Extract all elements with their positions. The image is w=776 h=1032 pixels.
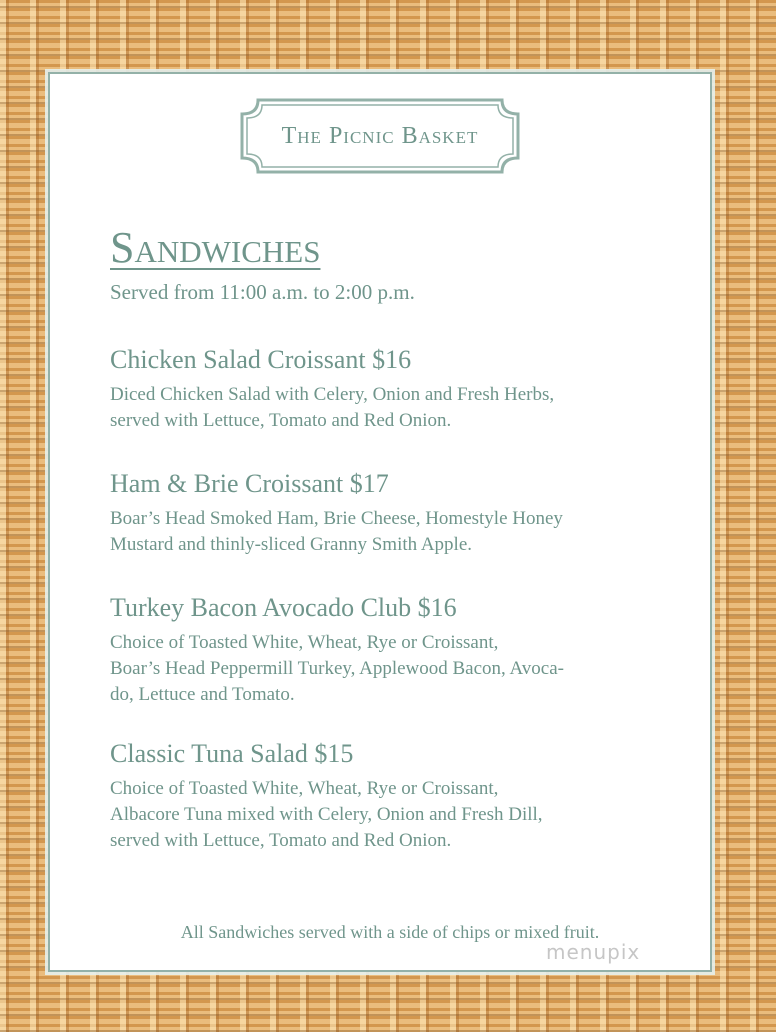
item-description-line: Mustard and thinly-sliced Granny Smith Apple. xyxy=(110,534,473,555)
item-description xyxy=(110,630,670,708)
item-description-line: Diced Chicken Salad with Celery, Onion and Fresh Herbs, xyxy=(110,384,555,405)
item-description-line: served with Lettuce, Tomato and Red Onion. xyxy=(110,410,452,431)
item-description xyxy=(110,382,670,434)
item-description-line: served with Lettuce, Tomato and Red Onion. xyxy=(110,830,452,851)
menu-item xyxy=(110,738,670,854)
section-title: Sandwiches xyxy=(110,223,321,272)
menu-item xyxy=(110,344,670,434)
item-description-line: Choice of Toasted White, Wheat, Rye or Croissant, xyxy=(110,632,499,653)
menu-card xyxy=(48,72,712,972)
item-name: Classic Tuna Salad $15 xyxy=(110,739,354,768)
item-description-line: Boar’s Head Smoked Ham, Brie Cheese, Homestyle Honey xyxy=(110,508,563,529)
menu-item xyxy=(110,592,670,708)
item-name: Ham & Brie Croissant $17 xyxy=(110,469,389,498)
item-description xyxy=(110,506,670,558)
item-description-line: Albacore Tuna mixed with Celery, Onion and Fresh Dill, xyxy=(110,804,543,825)
item-description-line: Choice of Toasted White, Wheat, Rye or Croissant, xyxy=(110,778,499,799)
item-description-line: Boar’s Head Peppermill Turkey, Applewood Bacon, Avoca- xyxy=(110,658,564,679)
restaurant-logo-plaque xyxy=(240,98,520,174)
footer-note: All Sandwiches served with a side of chips or mixed fruit. xyxy=(180,922,600,942)
item-description-line: do, Lettuce and Tomato. xyxy=(110,684,295,705)
item-name: Turkey Bacon Avocado Club $16 xyxy=(110,593,457,622)
watermark: menupix xyxy=(546,940,641,964)
item-description xyxy=(110,776,670,854)
restaurant-name: The Picnic Basket xyxy=(281,123,479,149)
served-time: Served from 11:00 a.m. to 2:00 p.m. xyxy=(110,280,415,304)
menu-item xyxy=(110,468,670,558)
item-name: Chicken Salad Croissant $16 xyxy=(110,345,412,374)
